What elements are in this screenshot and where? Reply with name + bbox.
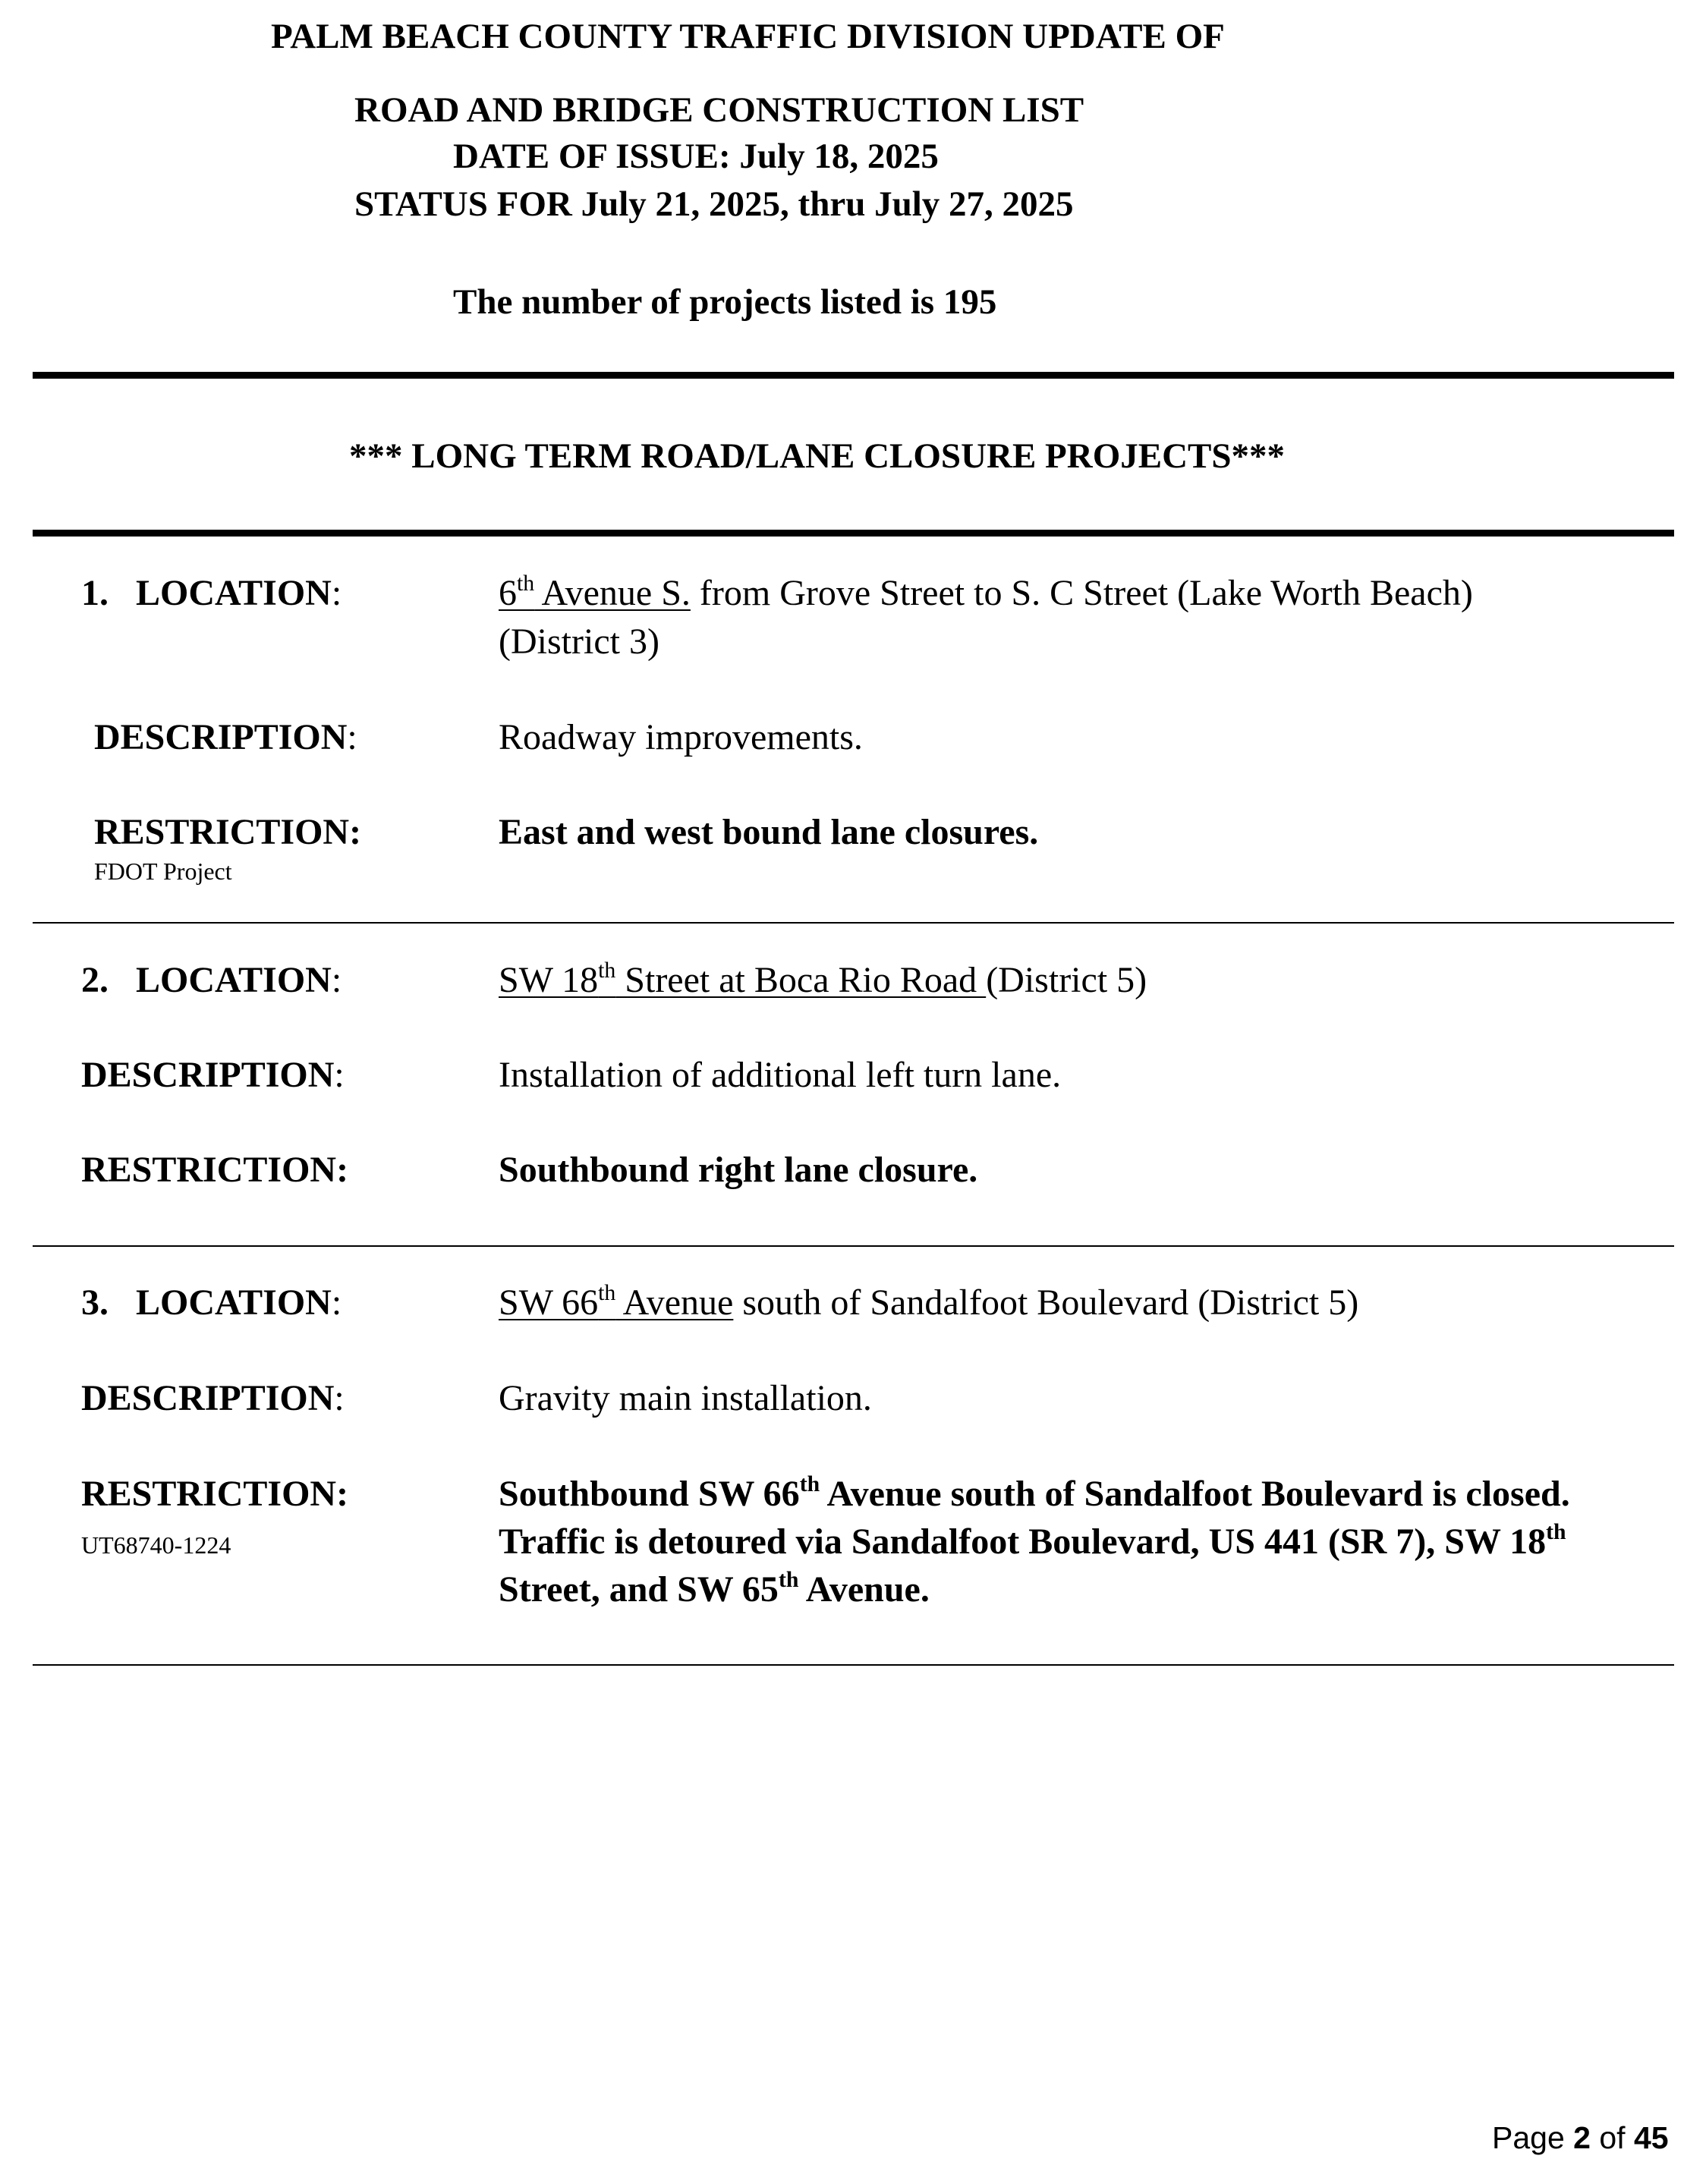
road-name: SW 66th Avenue xyxy=(499,1279,734,1323)
project-3-restriction-line-3: Street, and SW 65th Avenue. xyxy=(499,1566,930,1610)
project-1-description-label: DESCRIPTION: xyxy=(94,717,357,757)
project-3-restriction-line-2: Traffic is detoured via Sandalfoot Boulevard, US 441 (SR 7), SW 18th xyxy=(499,1518,1566,1562)
project-count: The number of projects listed is 195 xyxy=(453,282,997,322)
project-3-description-label: DESCRIPTION: xyxy=(81,1378,345,1418)
project-2-description-label: DESCRIPTION: xyxy=(81,1055,345,1095)
project-3-location-label: 3. LOCATION: xyxy=(81,1282,342,1323)
project-1-location-label xyxy=(81,575,342,612)
project-1-restriction-label: RESTRICTION: xyxy=(94,812,362,852)
label-colon: : xyxy=(331,573,342,613)
header-line-1: PALM BEACH COUNTY TRAFFIC DIVISION UPDATE OF xyxy=(271,17,1225,56)
project-2-location-label: 2. LOCATION: xyxy=(81,960,342,1000)
status-range: STATUS FOR July 21, 2025, thru July 27, 2025 xyxy=(354,184,1074,224)
project-3-note: UT68740-1224 xyxy=(81,1531,231,1559)
project-3-location xyxy=(499,1279,1359,1323)
location-extent: from Grove Street to S. C Street (Lake Worth Beach) xyxy=(690,573,1473,613)
road-name: 6th Avenue S. xyxy=(499,570,691,613)
project-divider-3 xyxy=(33,1664,1674,1666)
project-2-description: Installation of additional left turn lane. xyxy=(499,1055,1062,1095)
project-1-description: Roadway improvements. xyxy=(499,717,863,757)
location-label: LOCATION xyxy=(136,573,332,613)
project-1-location xyxy=(499,570,1473,613)
district: (District 5) xyxy=(986,960,1147,1000)
project-1-restriction: East and west bound lane closures. xyxy=(499,812,1039,852)
section-title: *** LONG TERM ROAD/LANE CLOSURE PROJECTS*** xyxy=(349,436,1286,476)
project-3-description: Gravity main installation. xyxy=(499,1378,872,1418)
project-divider-2 xyxy=(33,1245,1674,1247)
project-3-restriction-label: RESTRICTION: xyxy=(81,1474,349,1514)
page-number: Page 2 of 45 xyxy=(1492,2120,1669,2155)
project-divider-1 xyxy=(33,922,1674,924)
project-2-restriction: Southbound right lane closure. xyxy=(499,1150,978,1190)
section-divider xyxy=(33,530,1674,537)
project-3-restriction-line-1: Southbound SW 66th Avenue south of Sandalfoot Boulevard is closed. xyxy=(499,1471,1570,1514)
project-2-restriction-label: RESTRICTION: xyxy=(81,1150,349,1190)
date-of-issue: DATE OF ISSUE: July 18, 2025 xyxy=(453,137,939,176)
road-name: SW 18th Street at Boca Rio Road xyxy=(499,957,987,1000)
location-extent: south of Sandalfoot Boulevard (District 5) xyxy=(733,1282,1359,1323)
project-1-note: FDOT Project xyxy=(94,858,232,885)
header-line-2: ROAD AND BRIDGE CONSTRUCTION LIST xyxy=(354,90,1084,130)
project-number: 1. xyxy=(81,573,109,613)
project-2-location xyxy=(499,957,1147,1000)
top-divider xyxy=(33,372,1674,379)
project-1-district: (District 3) xyxy=(499,622,659,662)
